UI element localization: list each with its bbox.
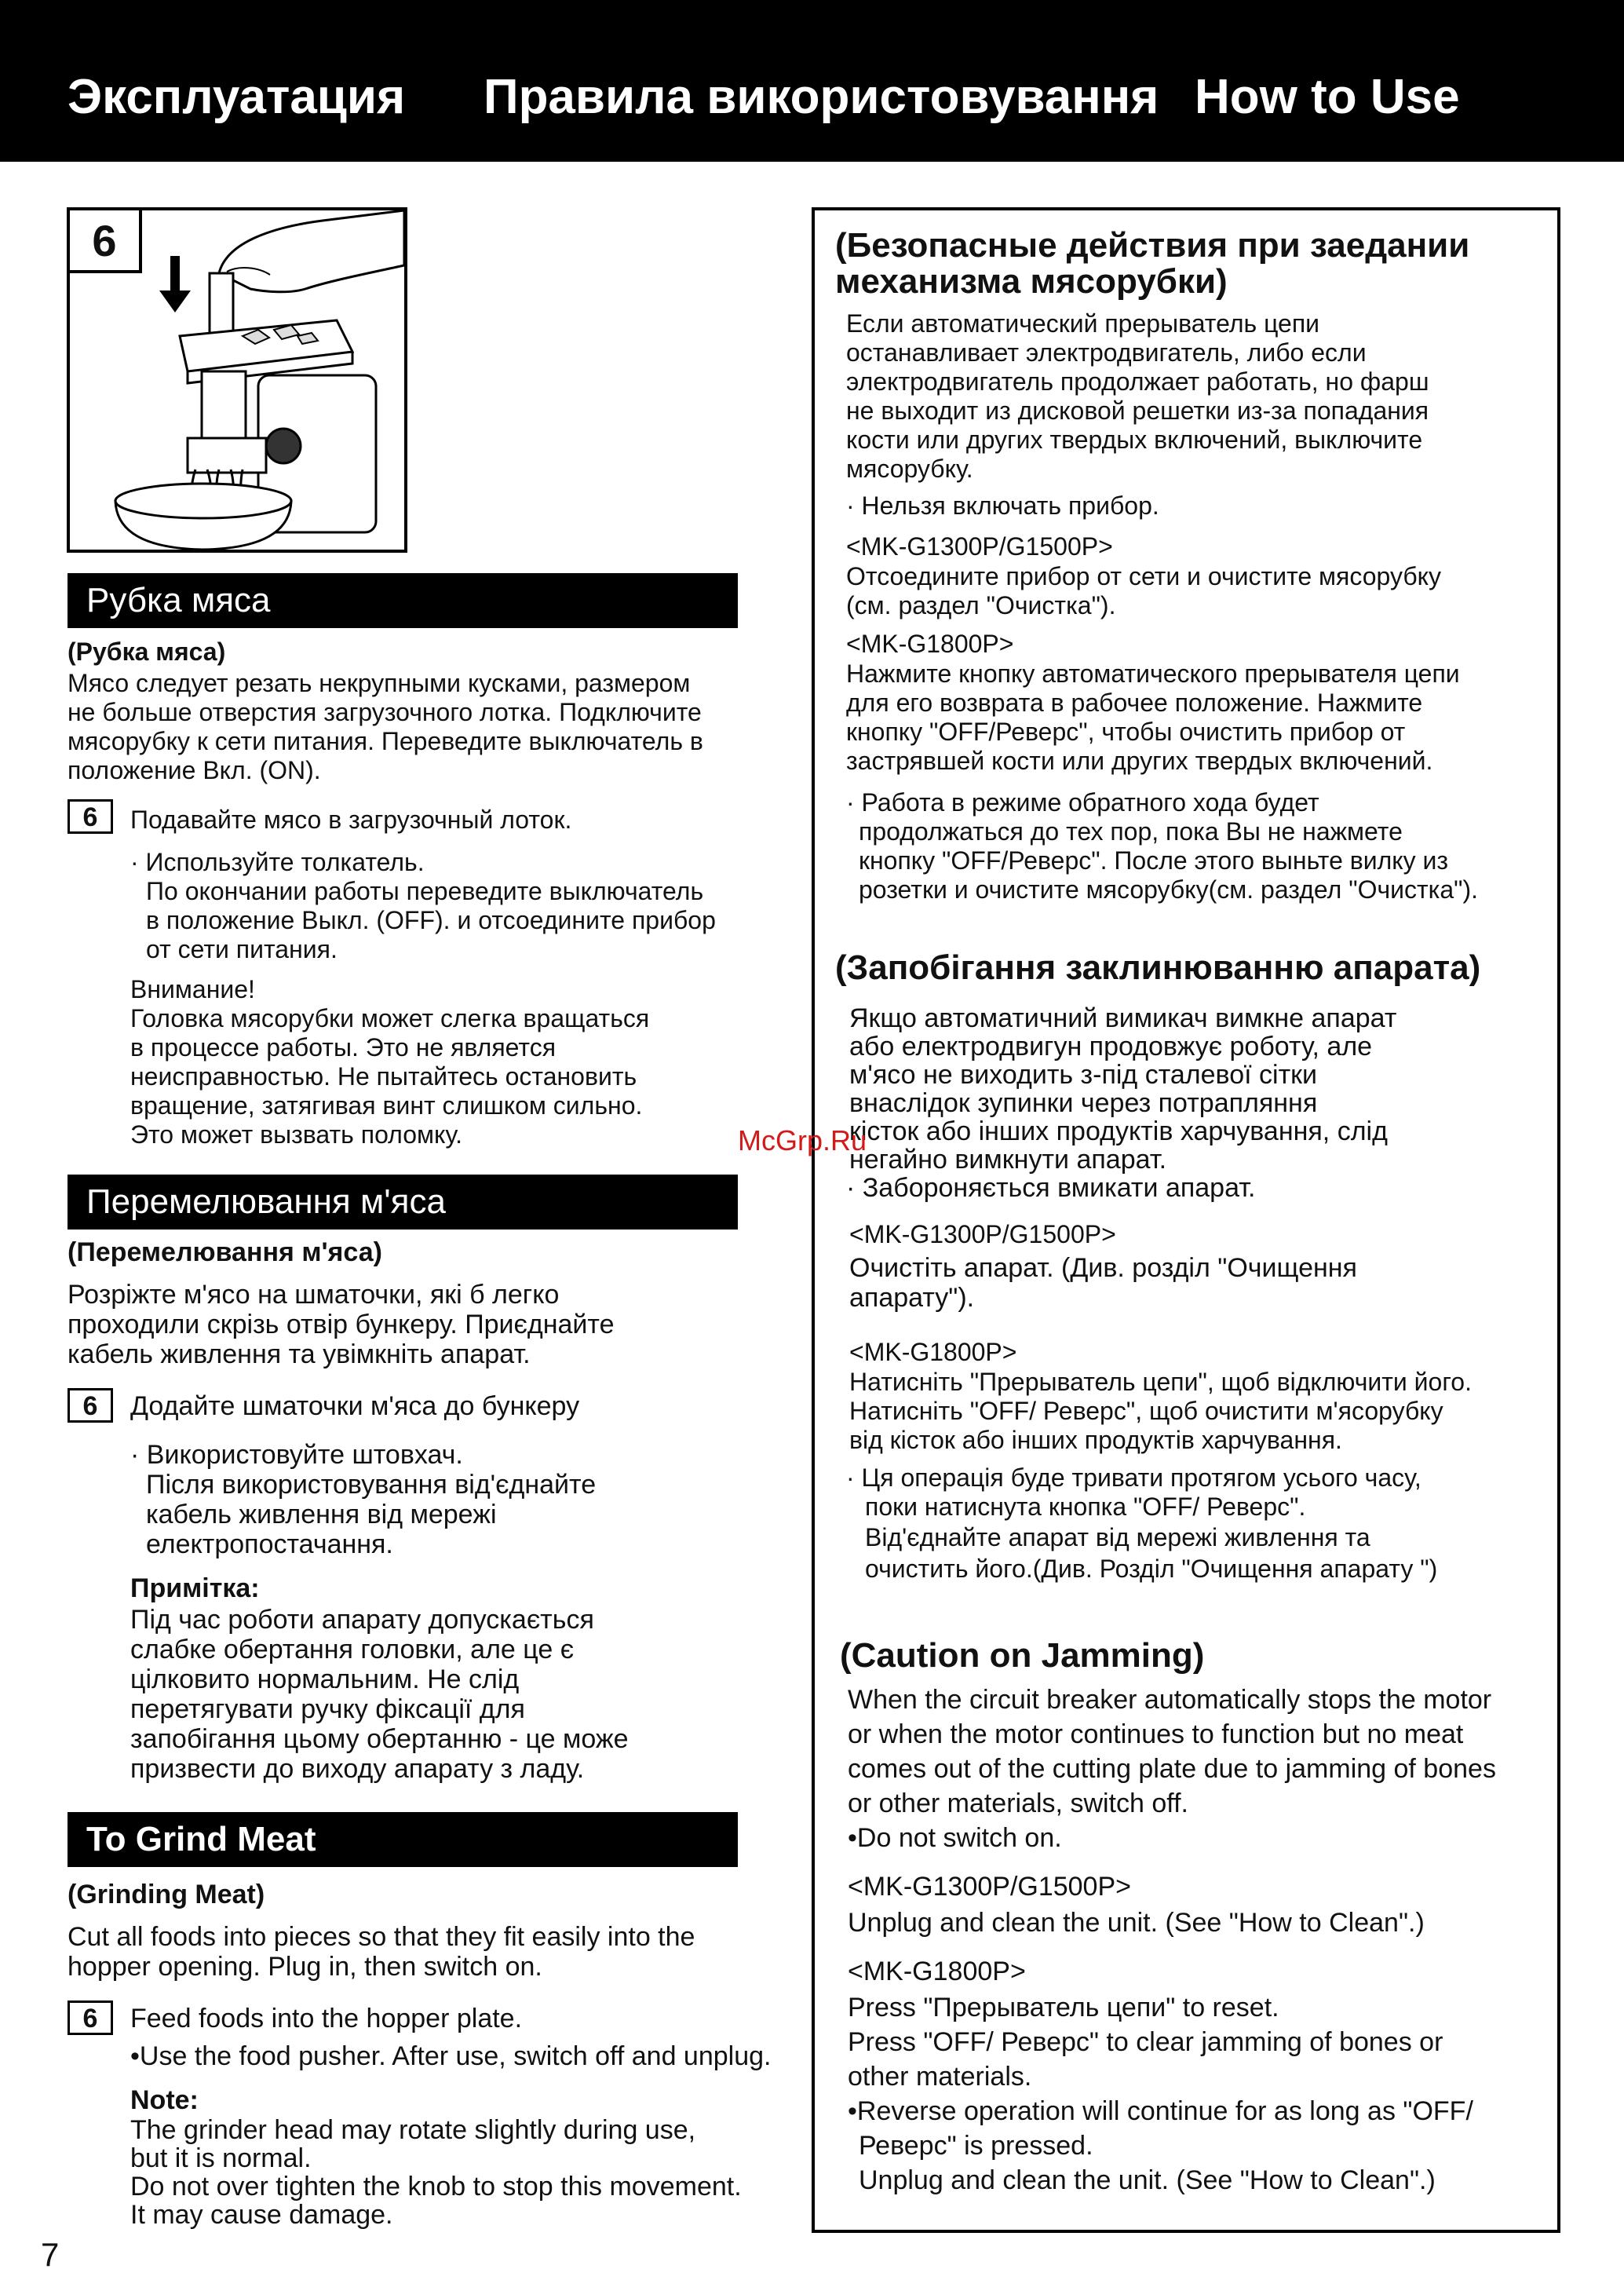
right-ru-body-5: кости или других твердых включений, выключите bbox=[846, 426, 1423, 454]
right-ru-bullet1: · Нельзя включать прибор. bbox=[846, 491, 1159, 520]
ua-subtitle: (Перемелювання м'яса) bbox=[68, 1237, 382, 1267]
header-title-ua: Правила використовування bbox=[484, 70, 1159, 124]
page-number: 7 bbox=[41, 2236, 60, 2273]
right-ua-bullet1: · Забороняється вмикати апарат. bbox=[846, 1173, 1256, 1203]
right-en-body-1: When the circuit breaker automatically stops the motor bbox=[848, 1685, 1492, 1715]
right-ru-model2-text-2: для его возврата в рабочее положение. Нажмите bbox=[846, 689, 1423, 717]
right-ua-model1-text-2: апарату"). bbox=[849, 1283, 975, 1313]
ua-intro-1: Розріжте м'ясо на шматочки, які б легко bbox=[68, 1280, 560, 1310]
en-note-1: The grinder head may rotate slightly during use, bbox=[130, 2115, 696, 2145]
ua-note-3: цілковито нормальним. Не слід bbox=[130, 1664, 520, 1694]
right-ua-model2-text-3: від кісток або інших продуктів харчування. bbox=[849, 1426, 1342, 1454]
ua-note-6: призвести до виходу апарату з ладу. bbox=[130, 1754, 585, 1784]
ru-bullet-1: · Используйте толкатель. bbox=[130, 848, 425, 876]
right-en-model2-text-1: Press "Прерыватель цепи" to reset. bbox=[848, 1993, 1279, 2022]
ru-note-5: Это может вызвать поломку. bbox=[130, 1120, 463, 1149]
right-en-body-4: or other materials, switch off. bbox=[848, 1789, 1188, 1818]
ru-intro-1: Мясо следует резать некрупными кусками, размером bbox=[68, 669, 691, 697]
right-ru-body-4: не выходит из дисковой решетки из-за попадания bbox=[846, 396, 1429, 425]
right-en-body-3: comes out of the cutting plate due to jamming of bones bbox=[848, 1754, 1496, 1784]
ru-note-1: Головка мясорубки может слегка вращаться bbox=[130, 1004, 650, 1032]
right-ua-body-4: внаслідок зупинки через потрапляння bbox=[849, 1088, 1318, 1118]
watermark: McGrp.Ru bbox=[738, 1124, 867, 1156]
ua-note-5: запобігання цьому обертанню - це може bbox=[130, 1724, 629, 1754]
right-ru-bullet2-4: розетки и очистите мясорубку(см. раздел "Очистка"). bbox=[859, 875, 1479, 904]
right-ru-model1-text-1: Отсоедините прибор от сети и очистите мясорубку bbox=[846, 562, 1442, 590]
en-note-3: Do not over tighten the knob to stop this movement. bbox=[130, 2172, 742, 2201]
ru-subtitle: (Рубка мяса) bbox=[68, 638, 226, 666]
right-ua-bullet2-4: очистить його.(Див. Розділ "Очищення апарату ") bbox=[865, 1555, 1438, 1583]
ru-step-text: Подавайте мясо в загрузочный лоток. bbox=[130, 806, 572, 834]
ru-note-title: Внимание! bbox=[130, 975, 255, 1003]
section-bar-en: To Grind Meat bbox=[68, 1812, 738, 1867]
right-ru-body-1: Если автоматический прерыватель цепи bbox=[846, 309, 1320, 338]
ua-bullet-4: електропостачання. bbox=[146, 1529, 393, 1559]
ua-bullet-2: Після використовування від'єднайте bbox=[146, 1470, 597, 1500]
right-ru-model2-text-4: застрявшей кости или других твердых включений. bbox=[846, 747, 1433, 775]
right-ua-body-5: кісток або інших продуктів харчування, слід bbox=[849, 1116, 1388, 1146]
right-en-model1-text: Unplug and clean the unit. (See "How to Clean".) bbox=[848, 1908, 1425, 1938]
right-en-model2-text-2: Press "OFF/ Реверс" to clear jamming of bones or bbox=[848, 2027, 1443, 2057]
en-step-text: Feed foods into the hopper plate. bbox=[130, 2004, 523, 2033]
ua-intro-3: кабель живлення та увімкніть апарат. bbox=[68, 1339, 531, 1369]
ru-note-3: неисправностью. Не пытайтесь остановить bbox=[130, 1062, 637, 1091]
ru-intro-3: мясорубку к сети питания. Переведите выключатель в bbox=[68, 727, 703, 755]
en-intro-1: Cut all foods into pieces so that they fit easily into the bbox=[68, 1922, 695, 1952]
right-en-heading: (Caution on Jamming) bbox=[840, 1636, 1205, 1675]
right-ua-model2-text-2: Натисніть "OFF/ Реверс", щоб очистити м'ясорубку bbox=[849, 1397, 1443, 1425]
ua-note-4: перетягувати ручку фіксації для bbox=[130, 1694, 525, 1724]
en-bullet: •Use the food pusher. After use, switch off and unplug. bbox=[130, 2041, 772, 2071]
right-ru-bullet2-1: · Работа в режиме обратного хода будет bbox=[846, 788, 1319, 817]
ru-bullet-2: По окончании работы переведите выключатель bbox=[146, 877, 704, 905]
right-en-bullet2-2: Реверс" is pressed. bbox=[859, 2131, 1093, 2161]
right-ua-model2-text-1: Натисніть "Прерыватель цепи", щоб відключити його. bbox=[849, 1368, 1472, 1396]
right-en-bullet1: •Do not switch on. bbox=[848, 1823, 1062, 1853]
right-ru-model1-text-2: (см. раздел "Очистка"). bbox=[846, 591, 1116, 619]
ua-note-2: слабке обертання головки, але це є bbox=[130, 1635, 575, 1664]
ru-intro-4: положение Вкл. (ON). bbox=[68, 756, 321, 784]
figure-step-number: 6 bbox=[70, 210, 142, 273]
down-arrow-icon bbox=[159, 256, 191, 312]
right-ua-bullet2-2: поки натиснута кнопка "OFF/ Реверс". bbox=[865, 1493, 1306, 1521]
right-ua-model1: <MK-G1300P/G1500P> bbox=[849, 1220, 1116, 1248]
right-ru-model1: <MK-G1300P/G1500P> bbox=[846, 532, 1113, 561]
right-ru-model2-text-3: кнопку "OFF/Реверс", чтобы очистить прибор от bbox=[846, 718, 1406, 746]
right-ru-body-3: электродвигатель продолжает работать, но фарш bbox=[846, 367, 1429, 396]
right-en-body-2: or when the motor continues to function but no meat bbox=[848, 1719, 1464, 1749]
ua-bullet-3: кабель живлення від мережі bbox=[146, 1500, 497, 1529]
right-en-bullet2-3: Unplug and clean the unit. (See "How to Clean".) bbox=[859, 2165, 1436, 2195]
ua-step-number: 6 bbox=[68, 1388, 113, 1423]
ru-bullet-4: от сети питания. bbox=[146, 935, 338, 963]
right-ru-heading-2: механизма мясорубки) bbox=[835, 262, 1228, 301]
right-ua-bullet2-1: · Ця операція буде тривати протягом усього часу, bbox=[846, 1463, 1421, 1492]
right-ru-model2-text-1: Нажмите кнопку автоматического прерывателя цепи bbox=[846, 660, 1460, 688]
header-title-ru: Эксплуатация bbox=[68, 70, 406, 124]
right-ua-body-1: Якщо автоматичний вимикач вимкне апарат bbox=[849, 1003, 1397, 1033]
right-ru-heading-1: (Безопасные действия при заедании bbox=[835, 226, 1470, 265]
ua-note-1: Під час роботи апарату допускається bbox=[130, 1605, 594, 1635]
right-ru-model2: <MK-G1800P> bbox=[846, 630, 1014, 658]
en-step-number: 6 bbox=[68, 2001, 113, 2035]
right-en-model2-text-3: other materials. bbox=[848, 2062, 1032, 2092]
ru-note-4: вращение, затягивая винт слишком сильно. bbox=[130, 1091, 643, 1120]
ru-note-2: в процессе работы. Это не является bbox=[130, 1033, 557, 1061]
step-illustration bbox=[67, 207, 407, 553]
section-bar-ru: Рубка мяса bbox=[68, 573, 738, 628]
right-ru-body-2: останавливает электродвигатель, либо если bbox=[846, 338, 1367, 367]
en-intro-2: hopper opening. Plug in, then switch on. bbox=[68, 1952, 542, 1982]
ru-step-number: 6 bbox=[68, 799, 113, 834]
header-title-en: How to Use bbox=[1195, 70, 1460, 124]
header-bar bbox=[0, 0, 1624, 162]
ru-intro-2: не больше отверстия загрузочного лотка. Подключите bbox=[68, 698, 702, 726]
ua-intro-2: проходили скрізь отвір бункеру. Приєднайте bbox=[68, 1310, 615, 1339]
section-bar-ua: Перемелювання м'яса bbox=[68, 1175, 738, 1230]
right-ua-body-3: м'ясо не виходить з-під сталевої сітки bbox=[849, 1060, 1318, 1090]
right-ua-model2: <MK-G1800P> bbox=[849, 1338, 1017, 1366]
ua-bullet-1: · Використовуйте штовхач. bbox=[130, 1440, 463, 1470]
right-en-model1: <MK-G1300P/G1500P> bbox=[848, 1872, 1132, 1902]
en-note-title: Note: bbox=[130, 2085, 199, 2115]
right-ru-body-6: мясорубку. bbox=[846, 455, 973, 483]
right-ua-body-6: негайно вимкнути апарат. bbox=[849, 1145, 1167, 1175]
right-ua-model1-text-1: Очистіть апарат. (Див. розділ "Очищення bbox=[849, 1253, 1357, 1283]
right-ru-bullet2-3: кнопку "OFF/Реверс". После этого выньте вилку из bbox=[859, 846, 1449, 875]
right-en-model2: <MK-G1800P> bbox=[848, 1957, 1026, 1986]
ru-bullet-3: в положение Выкл. (OFF). и отсоедините прибор bbox=[146, 906, 716, 934]
en-note-4: It may cause damage. bbox=[130, 2200, 393, 2230]
right-en-bullet2-1: •Reverse operation will continue for as long as "OFF/ bbox=[848, 2096, 1473, 2126]
right-ru-bullet2-2: продолжаться до тех пор, пока Вы не нажмете bbox=[859, 817, 1403, 846]
ua-note-title: Примітка: bbox=[130, 1573, 260, 1603]
right-ua-heading: (Запобігання заклинюванню апарата) bbox=[835, 948, 1481, 987]
en-note-2: but it is normal. bbox=[130, 2143, 312, 2173]
ua-step-text: Додайте шматочки м'яса до бункеру bbox=[130, 1391, 580, 1421]
right-ua-bullet2-3: Від'єднайте апарат від мережі живлення та bbox=[865, 1523, 1370, 1551]
en-subtitle: (Grinding Meat) bbox=[68, 1880, 265, 1909]
right-ua-body-2: або електродвигун продовжує роботу, але bbox=[849, 1032, 1373, 1061]
